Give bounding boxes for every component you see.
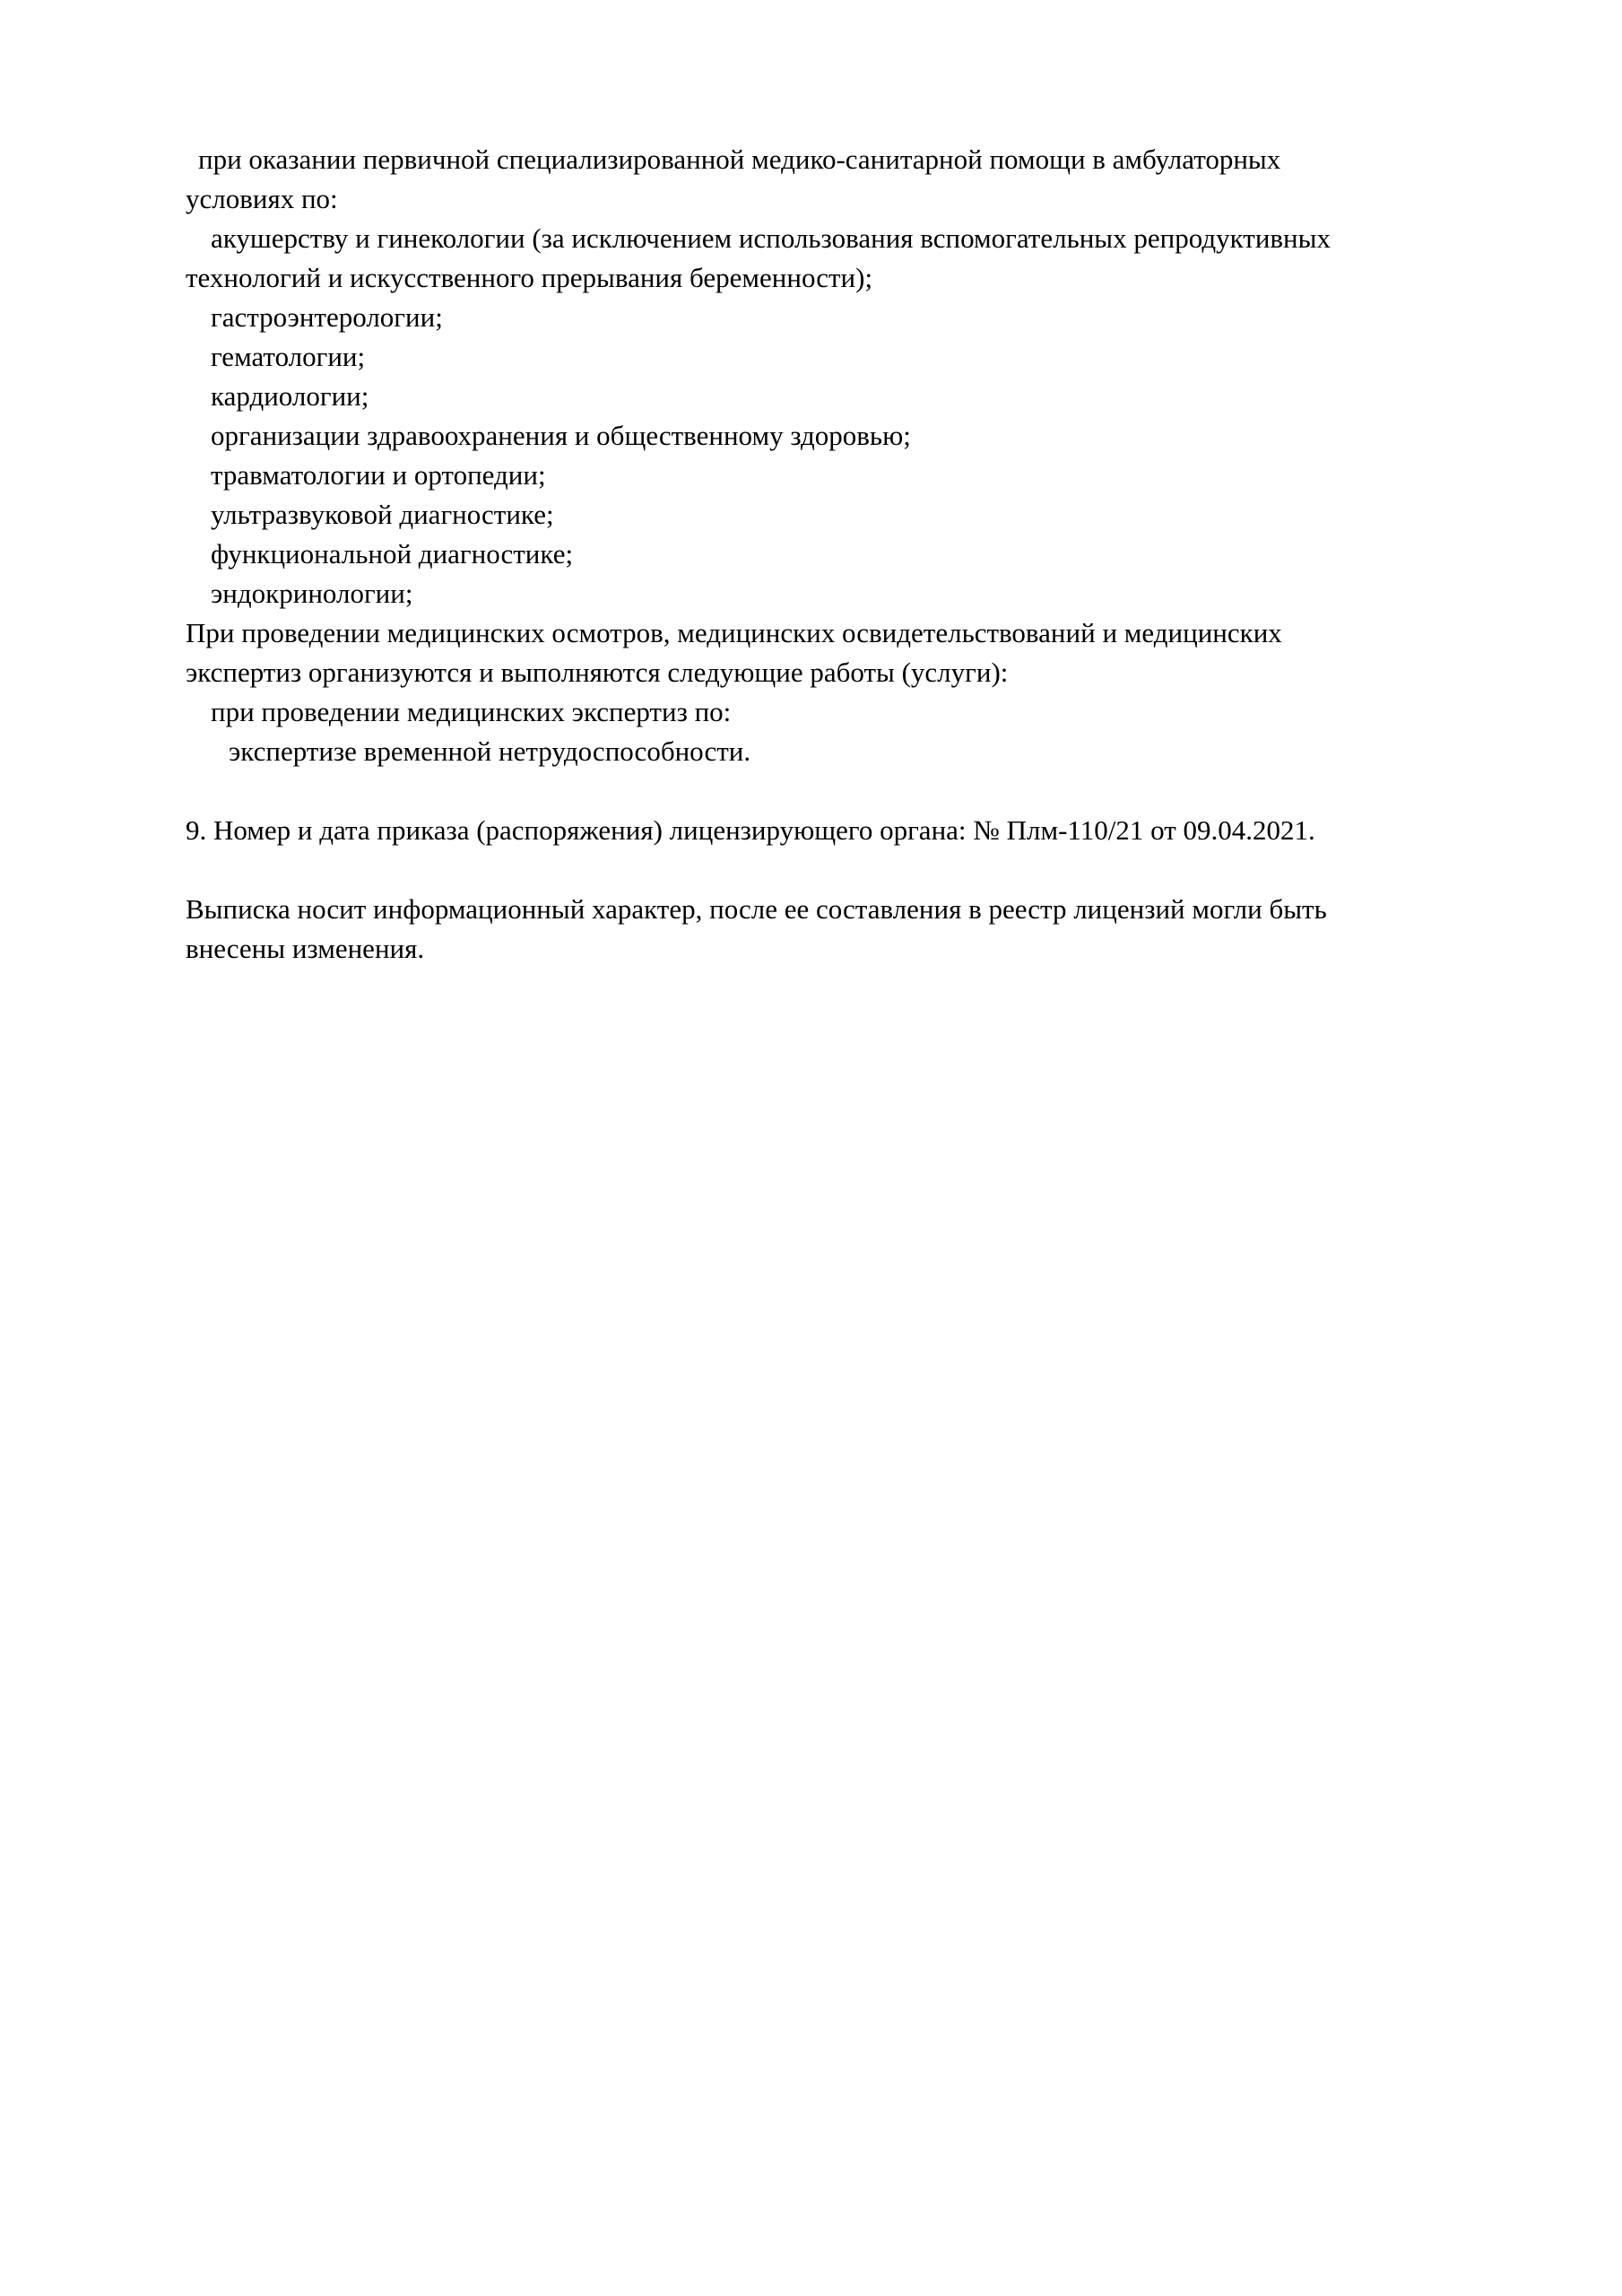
text-line-disclaimer: Выписка носит информационный характер, после ее составления в реестр лицензий могли быть	[186, 893, 1327, 925]
service-item-endocrinology: эндокринологии;	[211, 578, 413, 609]
service-item-traumatology: травматологии и ортопедии;	[211, 459, 546, 491]
text-line-ambulatory-intro-cont: условиях по:	[186, 183, 338, 214]
service-item-gastroenterology: гастроэнтерологии;	[211, 301, 443, 333]
service-item-obstetrics-cont: технологий и искусственного прерывания беременности);	[186, 262, 873, 293]
service-item-ultrasound: ультразвуковой диагностике;	[211, 499, 554, 530]
service-item-cardiology: кардиологии;	[211, 380, 369, 412]
service-item-functional-diagnostics: функциональной диагностике;	[211, 538, 574, 570]
text-line-examinations-intro: При проведении медицинских осмотров, медицинских освидетельствований и медицинских	[186, 617, 1282, 648]
text-line-order-number-date: 9. Номер и дата приказа (распоряжения) лицензирующего органа: № Плм-110/21 от 09.04.2021.	[186, 814, 1315, 846]
text-line-disclaimer-cont: внесены изменения.	[186, 933, 425, 964]
text-line-examinations-intro-cont: экспертиз организуются и выполняются следующие работы (услуги):	[186, 657, 1009, 688]
blank-line	[186, 850, 1461, 890]
service-item-health-organization: организации здравоохранения и общественному здоровью;	[211, 420, 911, 451]
service-item-hematology: гематологии;	[211, 341, 366, 372]
text-line-ambulatory-intro: при оказании первичной специализированной медико-санитарной помощи в амбулаторных	[198, 144, 1281, 175]
service-item-obstetrics: акушерству и гинекологии (за исключением использования вспомогательных репродуктивных	[211, 222, 1331, 254]
text-line-expertise-item: экспертизе временной нетрудоспособности.	[229, 735, 751, 767]
blank-line	[186, 771, 1461, 811]
text-line-expertise-category: при проведении медицинских экспертиз по:	[211, 696, 732, 727]
